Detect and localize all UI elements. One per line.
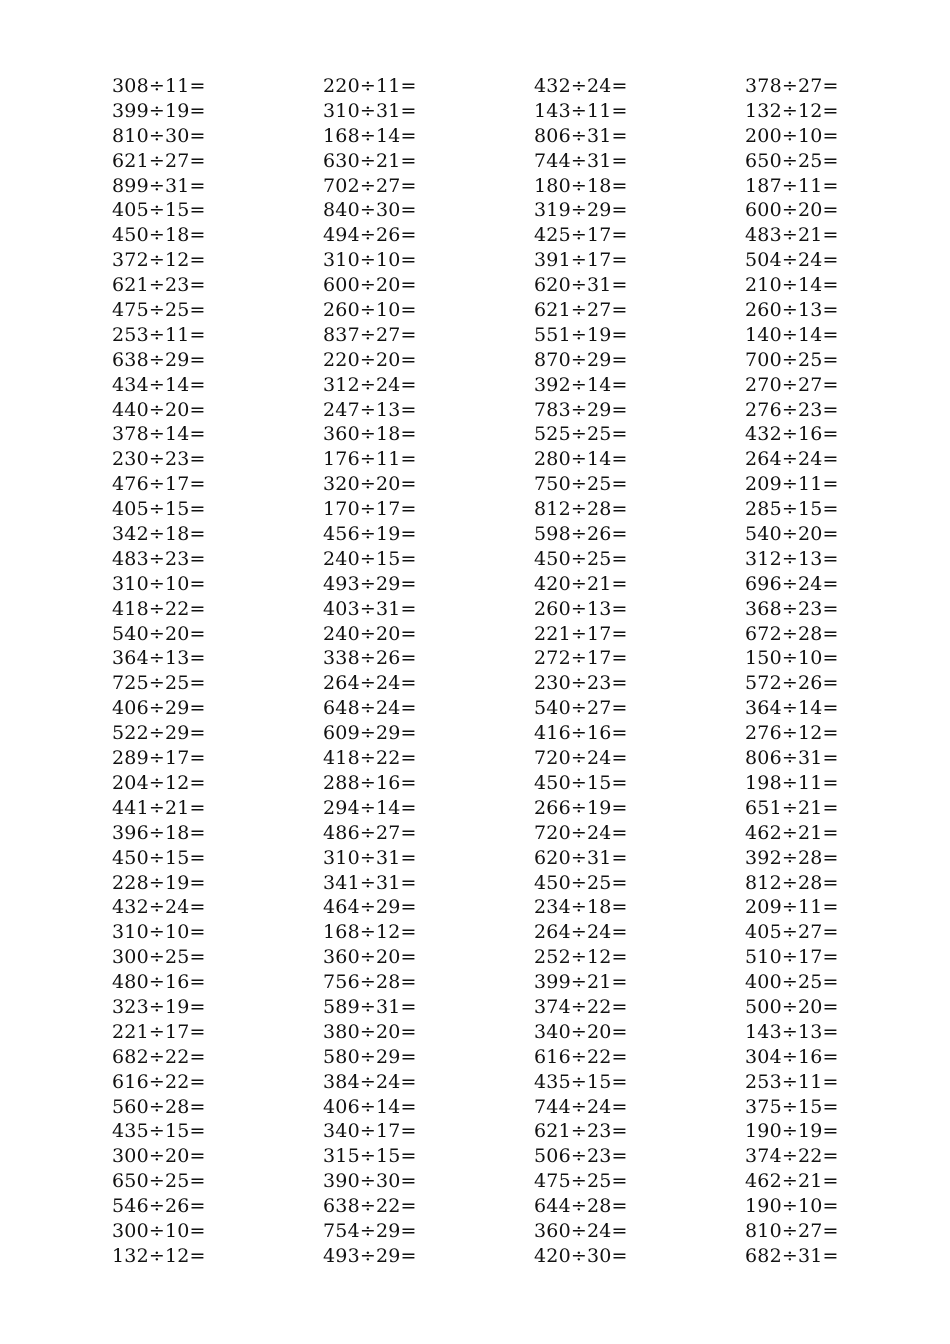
division-problem: 435÷15= [534,1070,628,1093]
division-problem: 522÷29= [112,722,206,745]
problem-column-4 [745,74,839,1269]
division-problem: 209÷11= [745,896,839,919]
division-problem: 294÷14= [323,796,417,819]
division-problem: 364÷13= [112,647,206,670]
division-problem: 310÷10= [112,572,206,595]
division-problem: 450÷15= [112,846,206,869]
division-problem: 418÷22= [112,597,206,620]
division-problem: 372÷12= [112,249,206,272]
division-problem: 456÷19= [323,523,417,546]
division-problem: 462÷21= [745,1170,839,1193]
division-problem: 190÷10= [745,1195,839,1218]
division-problem: 310÷31= [323,99,417,122]
division-problem: 280÷14= [534,448,628,471]
division-problem: 399÷21= [534,971,628,994]
division-problem: 264÷24= [323,672,417,695]
division-problem: 598÷26= [534,523,628,546]
division-problem: 837÷27= [323,323,417,346]
division-problem: 425÷17= [534,224,628,247]
division-problem: 783÷29= [534,398,628,421]
division-problem: 310÷10= [112,921,206,944]
division-problem: 810÷27= [745,1219,839,1242]
division-problem: 812÷28= [745,871,839,894]
division-problem: 493÷29= [323,572,417,595]
division-problem: 234÷18= [534,896,628,919]
division-problem: 266÷19= [534,796,628,819]
division-problem: 264÷24= [745,448,839,471]
division-problem: 260÷13= [534,597,628,620]
division-problem: 405÷15= [112,199,206,222]
division-problem: 450÷15= [534,771,628,794]
problem-column-3 [534,74,628,1269]
division-problem: 187÷11= [745,174,839,197]
division-problem: 341÷31= [323,871,417,894]
division-problem: 672÷28= [745,622,839,645]
division-problem: 744÷31= [534,149,628,172]
division-problem: 380÷20= [323,1020,417,1043]
division-problem: 204÷12= [112,771,206,794]
division-problem: 247÷13= [323,398,417,421]
division-problem: 190÷19= [745,1120,839,1143]
division-problem: 209÷11= [745,473,839,496]
division-problem: 702÷27= [323,174,417,197]
division-problem: 600÷20= [323,274,417,297]
division-problem: 252÷12= [534,946,628,969]
division-problem: 200÷10= [745,124,839,147]
division-problem: 616÷22= [112,1070,206,1093]
division-problem: 308÷11= [112,75,206,97]
division-problem: 170÷17= [323,498,417,521]
division-problem: 342÷18= [112,523,206,546]
division-problem: 392÷28= [745,846,839,869]
division-problem: 435÷15= [112,1120,206,1143]
division-problem: 270÷27= [745,373,839,396]
division-problem: 221÷17= [534,622,628,645]
division-problem: 319÷29= [534,199,628,222]
division-problem: 240÷15= [323,547,417,570]
division-problem: 600÷20= [745,199,839,222]
division-problem: 480÷16= [112,971,206,994]
division-problem: 651÷21= [745,796,839,819]
division-problem: 406÷29= [112,697,206,720]
division-problem: 240÷20= [323,622,417,645]
division-problem: 546÷26= [112,1195,206,1218]
division-problem: 483÷21= [745,224,839,247]
division-problem: 810÷30= [112,124,206,147]
division-problem: 396÷18= [112,821,206,844]
division-problem: 432÷24= [534,75,628,97]
division-problem: 510÷17= [745,946,839,969]
division-problem: 300÷10= [112,1219,206,1242]
division-problem: 310÷31= [323,846,417,869]
division-problem: 450÷18= [112,224,206,247]
division-problem: 176÷11= [323,448,417,471]
division-problem: 378÷27= [745,75,839,97]
division-problem: 340÷20= [534,1020,628,1043]
division-problem: 276÷12= [745,722,839,745]
division-problem: 260÷10= [323,299,417,322]
problem-column-2 [323,74,417,1269]
division-problem: 143÷11= [534,99,628,122]
division-problem: 621÷27= [534,299,628,322]
division-problem: 420÷21= [534,572,628,595]
division-problem: 253÷11= [745,1070,839,1093]
division-problem: 391÷17= [534,249,628,272]
division-problem: 650÷25= [745,149,839,172]
division-problem: 572÷26= [745,672,839,695]
division-problem: 260÷13= [745,299,839,322]
division-problem: 406÷14= [323,1095,417,1118]
division-problem: 504÷24= [745,249,839,272]
division-problem: 360÷24= [534,1219,628,1242]
division-problem: 475÷25= [112,299,206,322]
division-problem: 750÷25= [534,473,628,496]
division-problem: 441÷21= [112,796,206,819]
division-problem: 616÷22= [534,1045,628,1068]
division-problem: 682÷22= [112,1045,206,1068]
division-problem: 210÷14= [745,274,839,297]
division-problem: 289÷17= [112,747,206,770]
division-problem: 384÷24= [323,1070,417,1093]
division-problem: 230÷23= [112,448,206,471]
division-problem: 440÷20= [112,398,206,421]
division-problem: 725÷25= [112,672,206,695]
division-problem: 420÷30= [534,1244,628,1267]
division-problem: 644÷28= [534,1195,628,1218]
division-problem: 360÷20= [323,946,417,969]
division-problem: 899÷31= [112,174,206,197]
division-problem: 620÷31= [534,274,628,297]
division-problem: 840÷30= [323,199,417,222]
division-problem: 540÷20= [745,523,839,546]
division-problem: 476÷17= [112,473,206,496]
division-problem: 525÷25= [534,423,628,446]
division-problem: 378÷14= [112,423,206,446]
division-problem: 462÷21= [745,821,839,844]
division-problem: 609÷29= [323,722,417,745]
division-problem: 464÷29= [323,896,417,919]
division-problem: 621÷23= [534,1120,628,1143]
division-problem: 285÷15= [745,498,839,521]
division-problem: 493÷29= [323,1244,417,1267]
division-problem: 434÷14= [112,373,206,396]
division-problem: 450÷25= [534,871,628,894]
division-problem: 580÷29= [323,1045,417,1068]
division-problem: 589÷31= [323,995,417,1018]
division-problem: 506÷23= [534,1145,628,1168]
division-problem: 198÷11= [745,771,839,794]
problem-column-1 [112,74,206,1269]
division-problem: 806÷31= [745,747,839,770]
division-problem: 230÷23= [534,672,628,695]
division-problem: 392÷14= [534,373,628,396]
division-problem: 720÷24= [534,747,628,770]
division-problem: 310÷10= [323,249,417,272]
division-problem: 620÷31= [534,846,628,869]
division-problem: 405÷27= [745,921,839,944]
division-problem: 276÷23= [745,398,839,421]
division-problem: 168÷12= [323,921,417,944]
division-problem: 132÷12= [745,99,839,122]
division-problem: 220÷20= [323,348,417,371]
division-problem: 405÷15= [112,498,206,521]
division-problem: 368÷23= [745,597,839,620]
division-problem: 648÷24= [323,697,417,720]
division-problem: 399÷19= [112,99,206,122]
division-problem: 264÷24= [534,921,628,944]
division-problem: 220÷11= [323,75,417,97]
division-problem: 400÷25= [745,971,839,994]
division-problem: 416÷16= [534,722,628,745]
division-problem: 483÷23= [112,547,206,570]
division-problem: 272÷17= [534,647,628,670]
division-problem: 374÷22= [745,1145,839,1168]
division-problem: 638÷22= [323,1195,417,1218]
division-problem: 621÷23= [112,274,206,297]
division-problem: 300÷25= [112,946,206,969]
division-problem: 756÷28= [323,971,417,994]
division-problem: 650÷25= [112,1170,206,1193]
division-problem: 221÷17= [112,1020,206,1043]
division-problem: 375÷15= [745,1095,839,1118]
division-problem: 168÷14= [323,124,417,147]
division-problem: 180÷18= [534,174,628,197]
division-problem: 418÷22= [323,747,417,770]
division-problem: 806÷31= [534,124,628,147]
division-problem: 754÷29= [323,1219,417,1242]
division-problem: 132÷12= [112,1244,206,1267]
division-problem: 312÷24= [323,373,417,396]
division-problem: 551÷19= [534,323,628,346]
division-problem: 150÷10= [745,647,839,670]
division-problem: 340÷17= [323,1120,417,1143]
division-problem: 630÷21= [323,149,417,172]
division-problem: 475÷25= [534,1170,628,1193]
division-problem: 700÷25= [745,348,839,371]
division-problem: 315÷15= [323,1145,417,1168]
division-problem: 450÷25= [534,547,628,570]
division-problem: 300÷20= [112,1145,206,1168]
division-problem: 696÷24= [745,572,839,595]
division-problem: 390÷30= [323,1170,417,1193]
division-problem: 143÷13= [745,1020,839,1043]
division-problem: 621÷27= [112,149,206,172]
division-problem: 432÷16= [745,423,839,446]
division-problem: 338÷26= [323,647,417,670]
division-problem: 320÷20= [323,473,417,496]
division-problem: 312÷13= [745,547,839,570]
division-problem: 403÷31= [323,597,417,620]
division-problem: 323÷19= [112,995,206,1018]
division-problem: 812÷28= [534,498,628,521]
division-problem: 560÷28= [112,1095,206,1118]
division-problem: 494÷26= [323,224,417,247]
division-problem: 540÷27= [534,697,628,720]
division-problem: 540÷20= [112,622,206,645]
division-problem: 228÷19= [112,871,206,894]
division-problem: 682÷31= [745,1244,839,1267]
division-problem: 253÷11= [112,323,206,346]
division-problem: 720÷24= [534,821,628,844]
division-problem: 870÷29= [534,348,628,371]
division-problem: 744÷24= [534,1095,628,1118]
division-problem: 486÷27= [323,821,417,844]
division-problem: 360÷18= [323,423,417,446]
division-problem: 432÷24= [112,896,206,919]
division-problem: 288÷16= [323,771,417,794]
division-problem: 140÷14= [745,323,839,346]
division-problem: 638÷29= [112,348,206,371]
division-problem: 364÷14= [745,697,839,720]
division-problem: 304÷16= [745,1045,839,1068]
division-problem: 500÷20= [745,995,839,1018]
division-problem: 374÷22= [534,995,628,1018]
